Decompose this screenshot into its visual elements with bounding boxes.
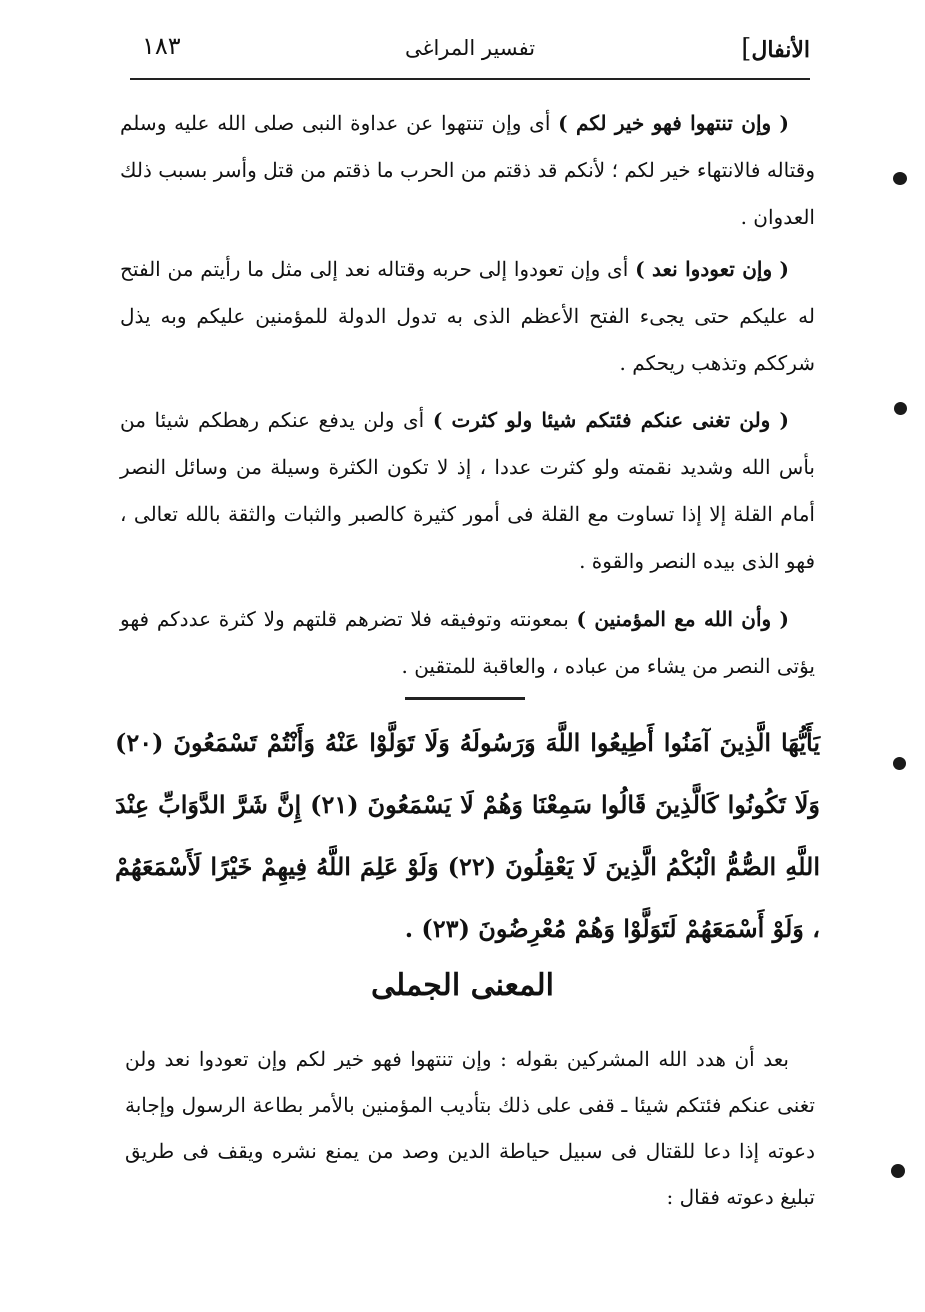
verse-quote: ( وإن تنتهوا فهو خير لكم ) bbox=[558, 111, 789, 135]
paragraph-text: بمعونته وتوفيقه فلا تضرهم قلتهم ولا كثرة عددكم فهو يؤتى النصر من يشاء من عباده ، والعاقبة للمتقين . bbox=[120, 607, 815, 678]
verse-quote: ( وأن الله مع المؤمنين ) bbox=[576, 607, 790, 631]
scan-speck bbox=[894, 402, 907, 415]
paragraph-2 bbox=[120, 246, 815, 387]
section-divider bbox=[405, 697, 525, 700]
summary-text: بعد أن هدد الله المشركين بقوله : وإن تنتهوا فهو خير لكم وإن تعودوا نعد ولن تغنى عنكم فئتكم شيئا ـ قفى على ذلك بتأديب المؤمنين بالأمر بطاعة الرسول وإجابة دعوته إذا دعا للقتال فى سبيل حياطة الدين وصد من يمنع نشره ويقف فى طريق تبليغ دعوته فقال : bbox=[125, 1047, 815, 1209]
quran-verses: يَأَيُّهَا الَّذِينَ آمَنُوا أَطِيعُوا اللَّهَ وَرَسُولَهُ وَلَا تَوَلَّوْا عَنْهُ وَأَنْتُمْ تَسْمَعُونَ (٢٠) وَلَا تَكُونُوا كَالَّذِينَ قَالُوا سَمِعْنَا وَهُمْ لَا يَسْمَعُونَ (٢١) إِنَّ شَرَّ الدَّوَابِّ عِنْدَ اللَّهِ الصُّمُّ الْبُكْمُ الَّذِينَ لَا يَعْقِلُونَ (٢٢) وَلَوْ عَلِمَ اللَّهُ فِيهِمْ خَيْرًا لَأَسْمَعَهُمْ ، وَلَوْ أَسْمَعَهُمْ لَتَوَلَّوْا وَهُمْ مُعْرِضُونَ (٢٣) . bbox=[115, 728, 821, 943]
scan-speck bbox=[893, 172, 907, 185]
book-title: تفسير المراغى bbox=[404, 36, 536, 60]
verse-quote: ( ولن تغنى عنكم فئتكم شيئا ولو كثرت ) bbox=[432, 408, 790, 432]
scan-speck bbox=[893, 757, 906, 770]
page-number: ١٨٣ bbox=[142, 32, 181, 60]
running-header bbox=[130, 30, 810, 80]
summary-paragraph bbox=[125, 1036, 815, 1220]
paragraph-text: أى وإن تنتهوا عن عداوة النبى صلى الله عليه وسلم وقتاله فالانتهاء خير لكم ؛ لأنكم قد ذقتم من الحرب ما ذقتم من قتل وأسر بسبب ذلك العدوان . bbox=[120, 111, 815, 229]
section-heading: المعنى الجملى bbox=[371, 968, 554, 1003]
surah-name: الأنفال] bbox=[741, 34, 810, 64]
paragraph-text: أى وإن تعودوا إلى حربه وقتاله نعد إلى مثل ما رأيتم من الفتح له عليكم حتى يجىء الفتح الأعظم الذى به تدول الدولة للمؤمنين عليكم وبه يذل شرككم وتذهب ريحكم . bbox=[120, 257, 815, 375]
paragraph-4 bbox=[120, 596, 815, 690]
scan-speck bbox=[891, 1164, 905, 1178]
paragraph-text: أى ولن يدفع عنكم رهطكم شيئا من بأس الله وشديد نقمته ولو كثرت عددا ، إذ لا تكون الكثرة وسيلة من وسائل النصر أمام القلة إلا إذا تساوت مع القلة فى أمور كثيرة كالصبر والثبات والثقة بالله تعالى ، فهو الذى بيده النصر والقوة . bbox=[120, 408, 815, 573]
paragraph-1 bbox=[120, 100, 815, 241]
paragraph-3 bbox=[120, 397, 815, 585]
verse-quote: ( وإن تعودوا نعد ) bbox=[635, 257, 789, 281]
